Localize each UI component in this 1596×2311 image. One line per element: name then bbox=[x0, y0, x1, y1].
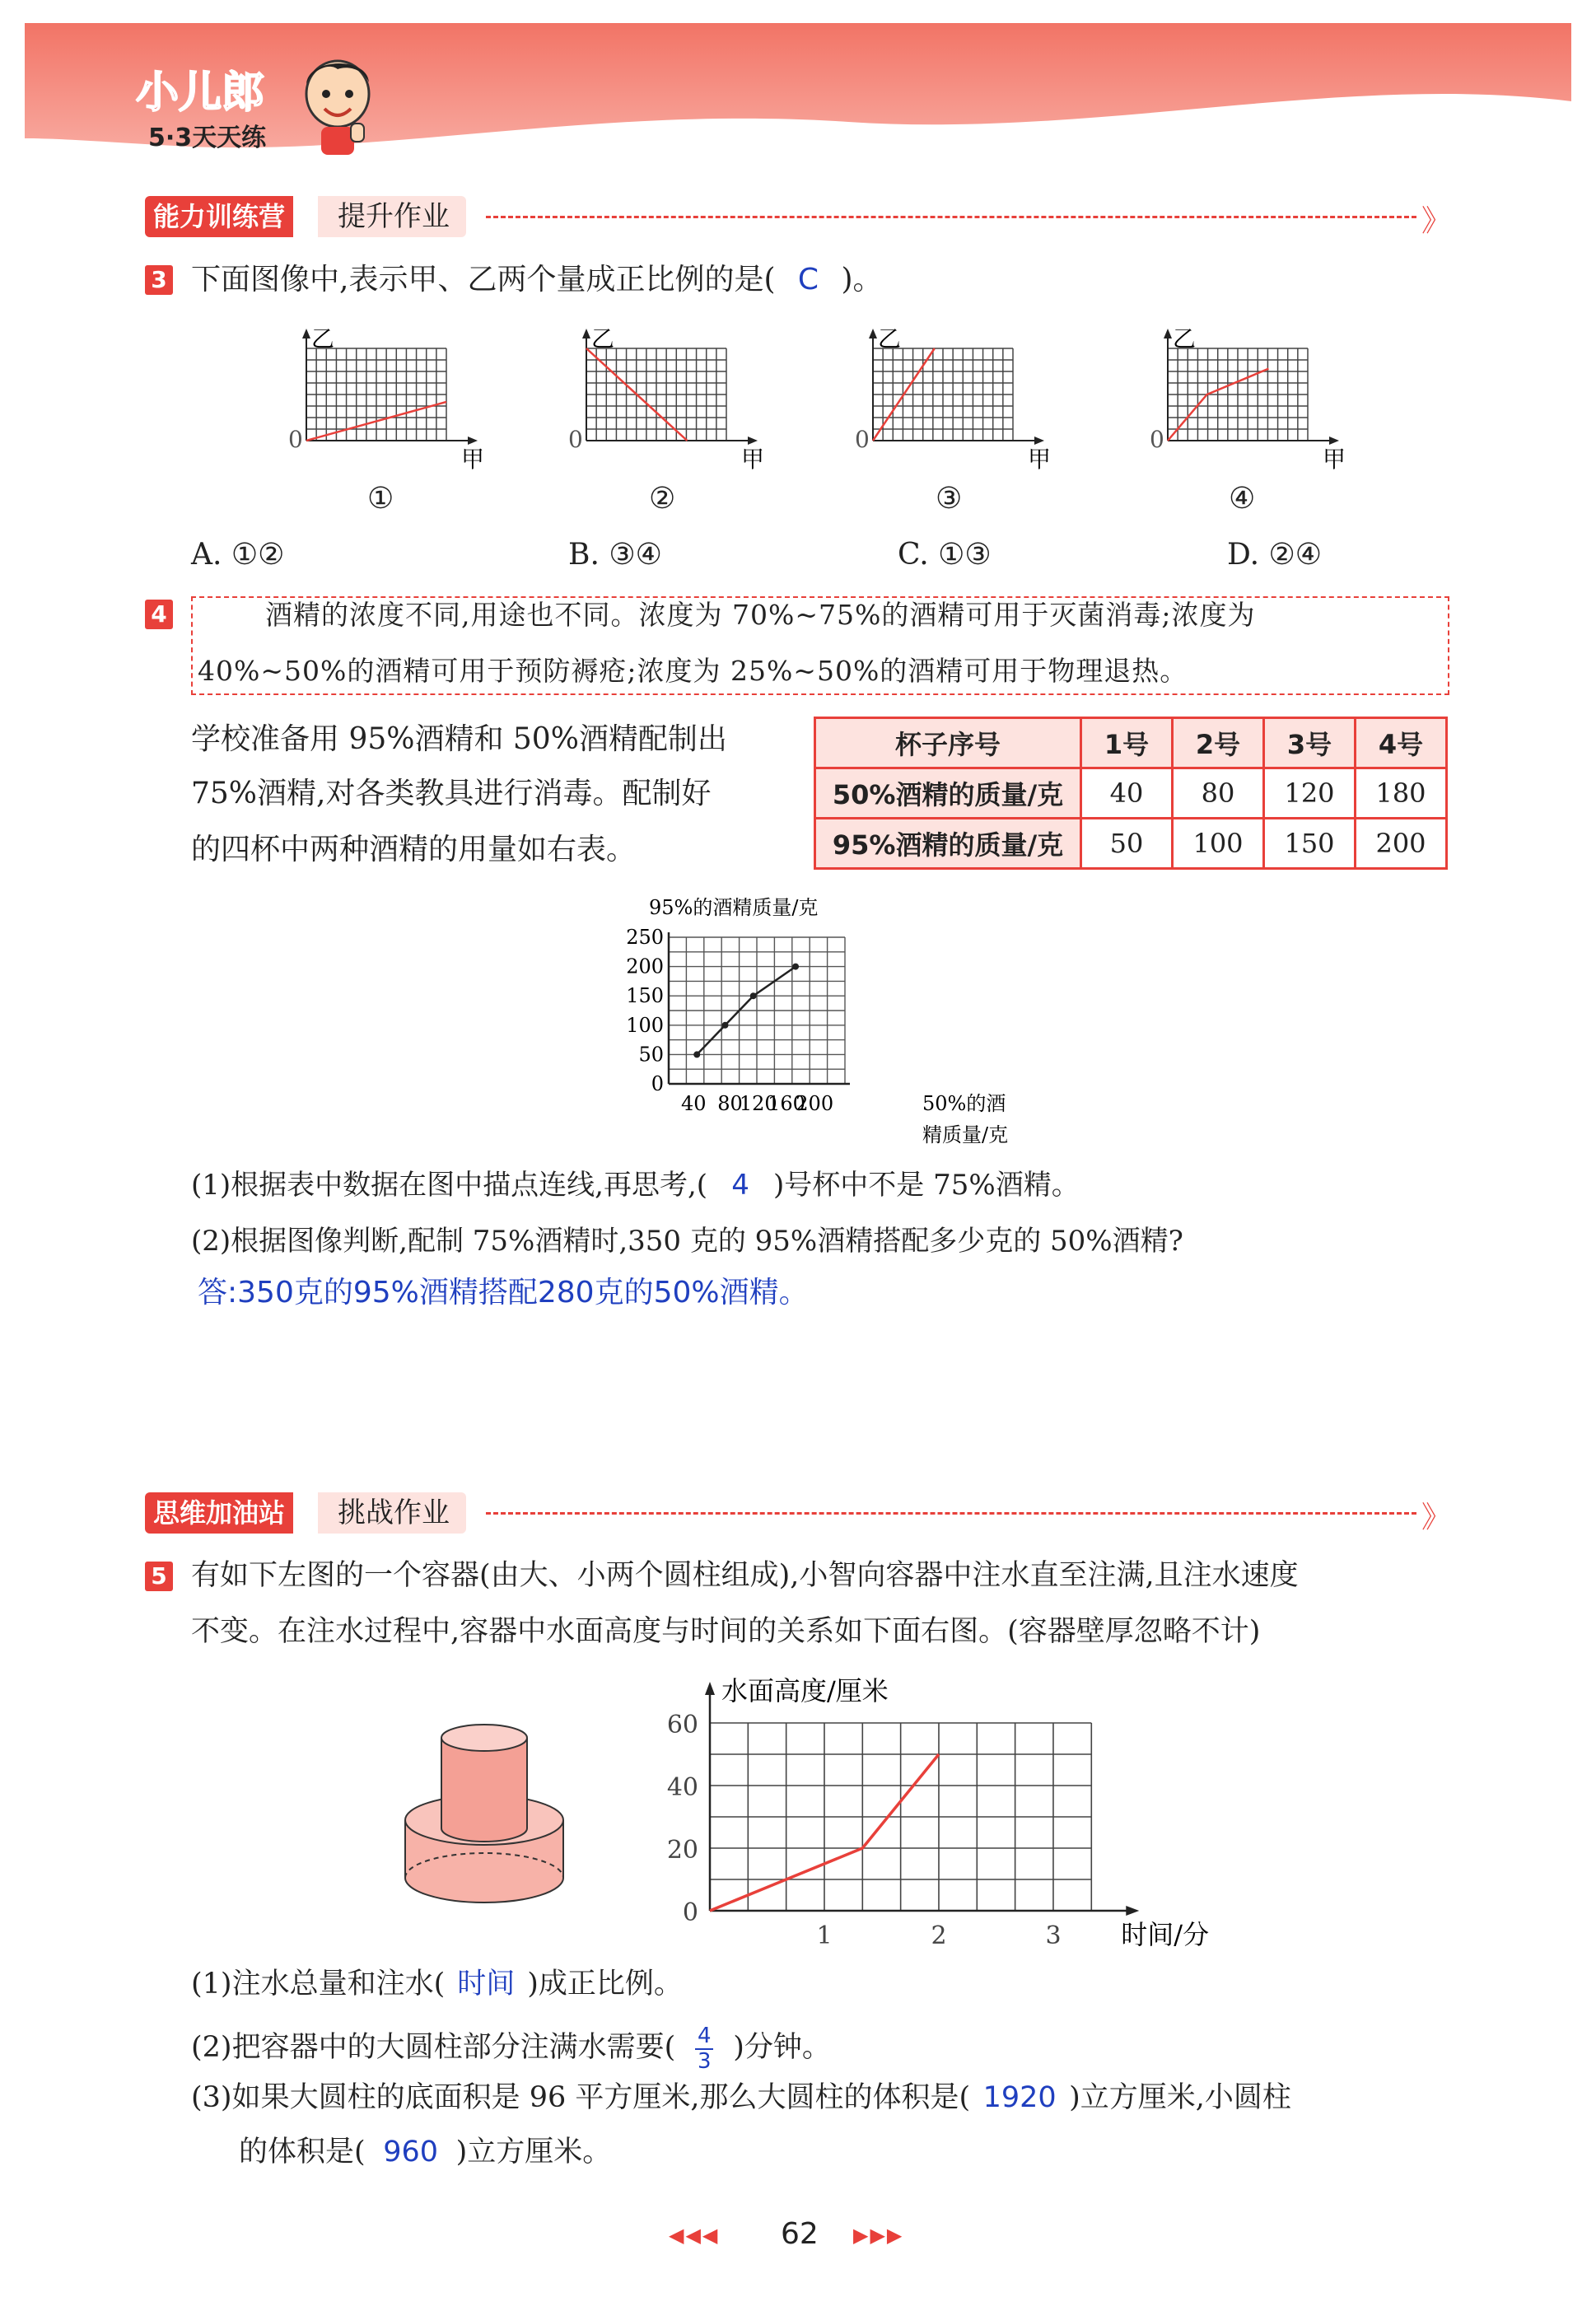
fraction-numerator: 4 bbox=[697, 2024, 712, 2048]
x-tick-label: 40 bbox=[680, 1092, 707, 1115]
q5-sub3-mid: )立方厘米,小圆柱 bbox=[1069, 2081, 1291, 2114]
q3-text bbox=[191, 265, 883, 295]
q5-line2: 不变。在注水过程中,容器中水面高度与时间的关系如下面右图。(容器壁厚忽略不计) bbox=[191, 1615, 1261, 1648]
y-tick-label: 200 bbox=[626, 955, 664, 978]
question-number-3: 3 bbox=[145, 265, 173, 295]
y-axis-arrow-icon bbox=[1164, 329, 1172, 338]
q4-intro-line1: 酒精的浓度不同,用途也不同。浓度为 70%~75%的酒精可用于灭菌消毒;浓度为 bbox=[265, 599, 1256, 631]
table-row bbox=[815, 819, 1447, 869]
q5-sub1-answer: 时间 bbox=[457, 1968, 516, 2001]
mini-graph-svg bbox=[280, 325, 494, 474]
q3-question-end: )。 bbox=[841, 263, 883, 296]
q5-line1: 有如下左图的一个容器(由大、小两个圆柱组成),小智向容器中注水直至注满,且注水速度 bbox=[191, 1559, 1299, 1592]
section-divider-1 bbox=[486, 216, 1416, 218]
footer-left-arrows: ◀◀◀ bbox=[669, 2224, 720, 2247]
mascot-icon bbox=[296, 51, 379, 161]
q4-sub2-answer: 答:350克的95%酒精搭配280克的50%酒精。 bbox=[198, 1276, 809, 1310]
x-axis-label: 甲 bbox=[1028, 446, 1052, 473]
y-axis-label: 乙 bbox=[878, 325, 902, 352]
y-tick-label: 20 bbox=[666, 1836, 698, 1865]
question-number-5: 5 bbox=[145, 1562, 173, 1591]
x-axis-arrow-icon bbox=[1126, 1906, 1139, 1916]
q3-graph-4 bbox=[1141, 325, 1356, 477]
q5-sub1 bbox=[191, 1970, 683, 1999]
cylinders-icon bbox=[402, 1713, 567, 1911]
table-cell: 200 bbox=[1356, 819, 1447, 869]
q4-intro-line2: 40%~50%的酒精可用于预防褥疮;浓度为 25%~50%的酒精可用于物理退热。 bbox=[198, 655, 1188, 687]
table-cell: 150 bbox=[1264, 819, 1356, 869]
mini-graph-svg bbox=[847, 325, 1061, 474]
section-divider-2 bbox=[486, 1512, 1416, 1515]
q3-graph-2 bbox=[560, 325, 774, 477]
x-tick-label: 3 bbox=[1045, 1921, 1062, 1950]
data-point bbox=[693, 1051, 700, 1057]
q5-sub3-pre: (3)如果大圆柱的底面积是 96 平方厘米,那么大圆柱的体积是( bbox=[191, 2081, 971, 2114]
q4-table bbox=[814, 717, 1448, 870]
q4-sub1-answer: 4 bbox=[731, 1169, 749, 1202]
y-axis-arrow-icon bbox=[302, 329, 310, 338]
y-tick-label: 40 bbox=[666, 1773, 698, 1802]
y-axis-arrow-icon bbox=[582, 329, 590, 338]
q5-sub3-answer1: 1920 bbox=[982, 2081, 1057, 2114]
x-axis-arrow-icon bbox=[1329, 437, 1339, 445]
y-tick-label: 250 bbox=[626, 926, 664, 949]
x-axis-title: 时间/分 bbox=[1121, 1919, 1210, 1950]
q5-sub3-line2 bbox=[239, 2138, 611, 2167]
section-subtitle-improve: 提升作业 bbox=[318, 196, 466, 237]
q3-graph-3 bbox=[847, 325, 1061, 477]
cylinder-container-figure bbox=[402, 1713, 567, 1914]
x-axis-arrow-icon bbox=[1034, 437, 1044, 445]
x-axis-title-line1: 50%的酒 bbox=[922, 1092, 1006, 1115]
origin-label: 0 bbox=[855, 426, 870, 453]
x-tick-label: 200 bbox=[796, 1092, 834, 1115]
q3-graph-label-4: ④ bbox=[1229, 482, 1256, 516]
table-cell: 100 bbox=[1173, 819, 1264, 869]
q3-option-a[interactable]: A. ①② bbox=[191, 538, 285, 572]
y-tick-label: 100 bbox=[626, 1013, 664, 1037]
y-tick-label: 0 bbox=[682, 1898, 698, 1927]
x-axis-label: 甲 bbox=[741, 446, 765, 473]
alcohol-line-chart bbox=[609, 896, 1054, 1160]
x-tick-label: 2 bbox=[931, 1921, 947, 1950]
x-axis-label: 甲 bbox=[461, 446, 485, 473]
q3-graph-label-3: ③ bbox=[936, 482, 963, 516]
table-cell: 120 bbox=[1264, 768, 1356, 819]
data-point bbox=[792, 964, 799, 970]
q4-chart bbox=[609, 896, 1054, 1163]
y-axis-title: 95%的酒精质量/克 bbox=[649, 896, 819, 919]
table-row-header: 95%酒精的质量/克 bbox=[815, 819, 1081, 869]
q4-sub1-post: )号杯中不是 75%酒精。 bbox=[773, 1169, 1080, 1202]
x-axis-arrow-icon bbox=[748, 437, 758, 445]
origin-label: 0 bbox=[288, 426, 303, 453]
table-cell: 80 bbox=[1173, 768, 1264, 819]
data-point bbox=[721, 1022, 728, 1029]
water-height-line-chart bbox=[651, 1672, 1227, 1952]
table-row bbox=[815, 768, 1447, 819]
q4-sub1-pre: (1)根据表中数据在图中描点连线,再思考,( bbox=[191, 1169, 708, 1202]
brand-subtitle: 5·3天天练 bbox=[148, 124, 267, 152]
q4-para-line1: 学校准备用 95%酒精和 50%酒精配制出 bbox=[191, 722, 727, 756]
table-header-cell: 杯子序号 bbox=[815, 718, 1081, 768]
q5-sub3-post: )立方厘米。 bbox=[455, 2136, 612, 2169]
q5-sub3-answer2: 960 bbox=[383, 2136, 439, 2169]
q3-option-d[interactable]: D. ②④ bbox=[1227, 538, 1323, 572]
q5-sub1-pre: (1)注水总量和注水( bbox=[191, 1968, 446, 2001]
section-badge-thinking: 思维加油站 bbox=[145, 1492, 293, 1534]
mini-graph-svg bbox=[560, 325, 774, 474]
y-axis-title: 水面高度/厘米 bbox=[721, 1675, 889, 1706]
q4-para-line2: 75%酒精,对各类教具进行消毒。配制好 bbox=[191, 777, 712, 810]
y-axis-arrow-icon bbox=[869, 329, 877, 338]
origin-label: 0 bbox=[568, 426, 583, 453]
table-header-cell: 4号 bbox=[1356, 718, 1447, 768]
table-row-header: 50%酒精的质量/克 bbox=[815, 768, 1081, 819]
fraction-denominator: 3 bbox=[697, 2048, 712, 2074]
brand-logo: 小儿郎 bbox=[136, 68, 265, 118]
question-number-4: 4 bbox=[145, 600, 173, 629]
table-row bbox=[815, 718, 1447, 768]
q3-question: 下面图像中,表示甲、乙两个量成正比例的是( bbox=[191, 263, 776, 296]
q5-sub2 bbox=[191, 2024, 831, 2073]
x-axis-label: 甲 bbox=[1323, 446, 1346, 473]
y-axis-arrow-icon bbox=[705, 1682, 715, 1695]
section-arrows-2: 》 bbox=[1421, 1501, 1452, 1534]
table-cell: 180 bbox=[1356, 768, 1447, 819]
x-axis-arrow-icon bbox=[468, 437, 478, 445]
x-tick-label: 160 bbox=[768, 1092, 805, 1115]
section-badge-ability: 能力训练营 bbox=[145, 196, 293, 237]
q3-graph-label-2: ② bbox=[649, 482, 676, 516]
table-header-cell: 1号 bbox=[1081, 718, 1173, 768]
q3-option-c[interactable]: C. ①③ bbox=[898, 538, 992, 572]
q5-sub2-fraction bbox=[675, 2024, 733, 2073]
alcohol-table bbox=[814, 717, 1448, 870]
q4-sub1 bbox=[191, 1169, 1080, 1202]
x-tick-label: 80 bbox=[717, 1092, 743, 1115]
x-tick-label: 1 bbox=[816, 1921, 833, 1950]
y-tick-label: 60 bbox=[666, 1711, 698, 1739]
y-tick-label: 150 bbox=[626, 984, 664, 1008]
q5-sub3-line2-pre: 的体积是( bbox=[239, 2136, 366, 2169]
q3-graph-label-1: ① bbox=[367, 482, 394, 516]
data-point bbox=[750, 992, 757, 999]
x-tick-label: 120 bbox=[739, 1092, 777, 1115]
q5-chart bbox=[651, 1672, 1227, 1955]
x-axis-title-line2: 精质量/克 bbox=[922, 1123, 1009, 1146]
q4-para-line3: 的四杯中两种酒精的用量如右表。 bbox=[191, 833, 637, 866]
q5-sub1-post: )成正比例。 bbox=[527, 1968, 683, 2001]
footer-right-arrows: ▶▶▶ bbox=[853, 2224, 904, 2247]
q3-answer: C bbox=[797, 263, 819, 296]
q5-sub2-post: )分钟。 bbox=[733, 2031, 831, 2065]
section-arrows-1: 》 bbox=[1421, 204, 1452, 238]
q5-sub2-pre: (2)把容器中的大圆柱部分注满水需要( bbox=[191, 2031, 676, 2065]
page-number: 62 bbox=[781, 2217, 819, 2251]
table-header-cell: 3号 bbox=[1264, 718, 1356, 768]
origin-label: 0 bbox=[1150, 426, 1164, 453]
y-axis-label: 乙 bbox=[1173, 325, 1197, 352]
table-cell: 50 bbox=[1081, 819, 1173, 869]
q4-sub2: (2)根据图像判断,配制 75%酒精时,350 克的 95%酒精搭配多少克的 50%酒精? bbox=[191, 1225, 1183, 1258]
y-axis-label: 乙 bbox=[311, 325, 335, 352]
q5-sub3-line1 bbox=[191, 2081, 1291, 2114]
y-tick-label: 50 bbox=[638, 1043, 664, 1067]
mini-graph-svg bbox=[1141, 325, 1356, 474]
table-cell: 40 bbox=[1081, 768, 1173, 819]
y-tick-label: 0 bbox=[651, 1072, 664, 1095]
q3-graph-1 bbox=[280, 325, 494, 477]
table-header-cell: 2号 bbox=[1173, 718, 1264, 768]
y-axis-label: 乙 bbox=[591, 325, 615, 352]
q3-option-b[interactable]: B. ③④ bbox=[568, 538, 662, 572]
section-subtitle-challenge: 挑战作业 bbox=[318, 1492, 466, 1534]
